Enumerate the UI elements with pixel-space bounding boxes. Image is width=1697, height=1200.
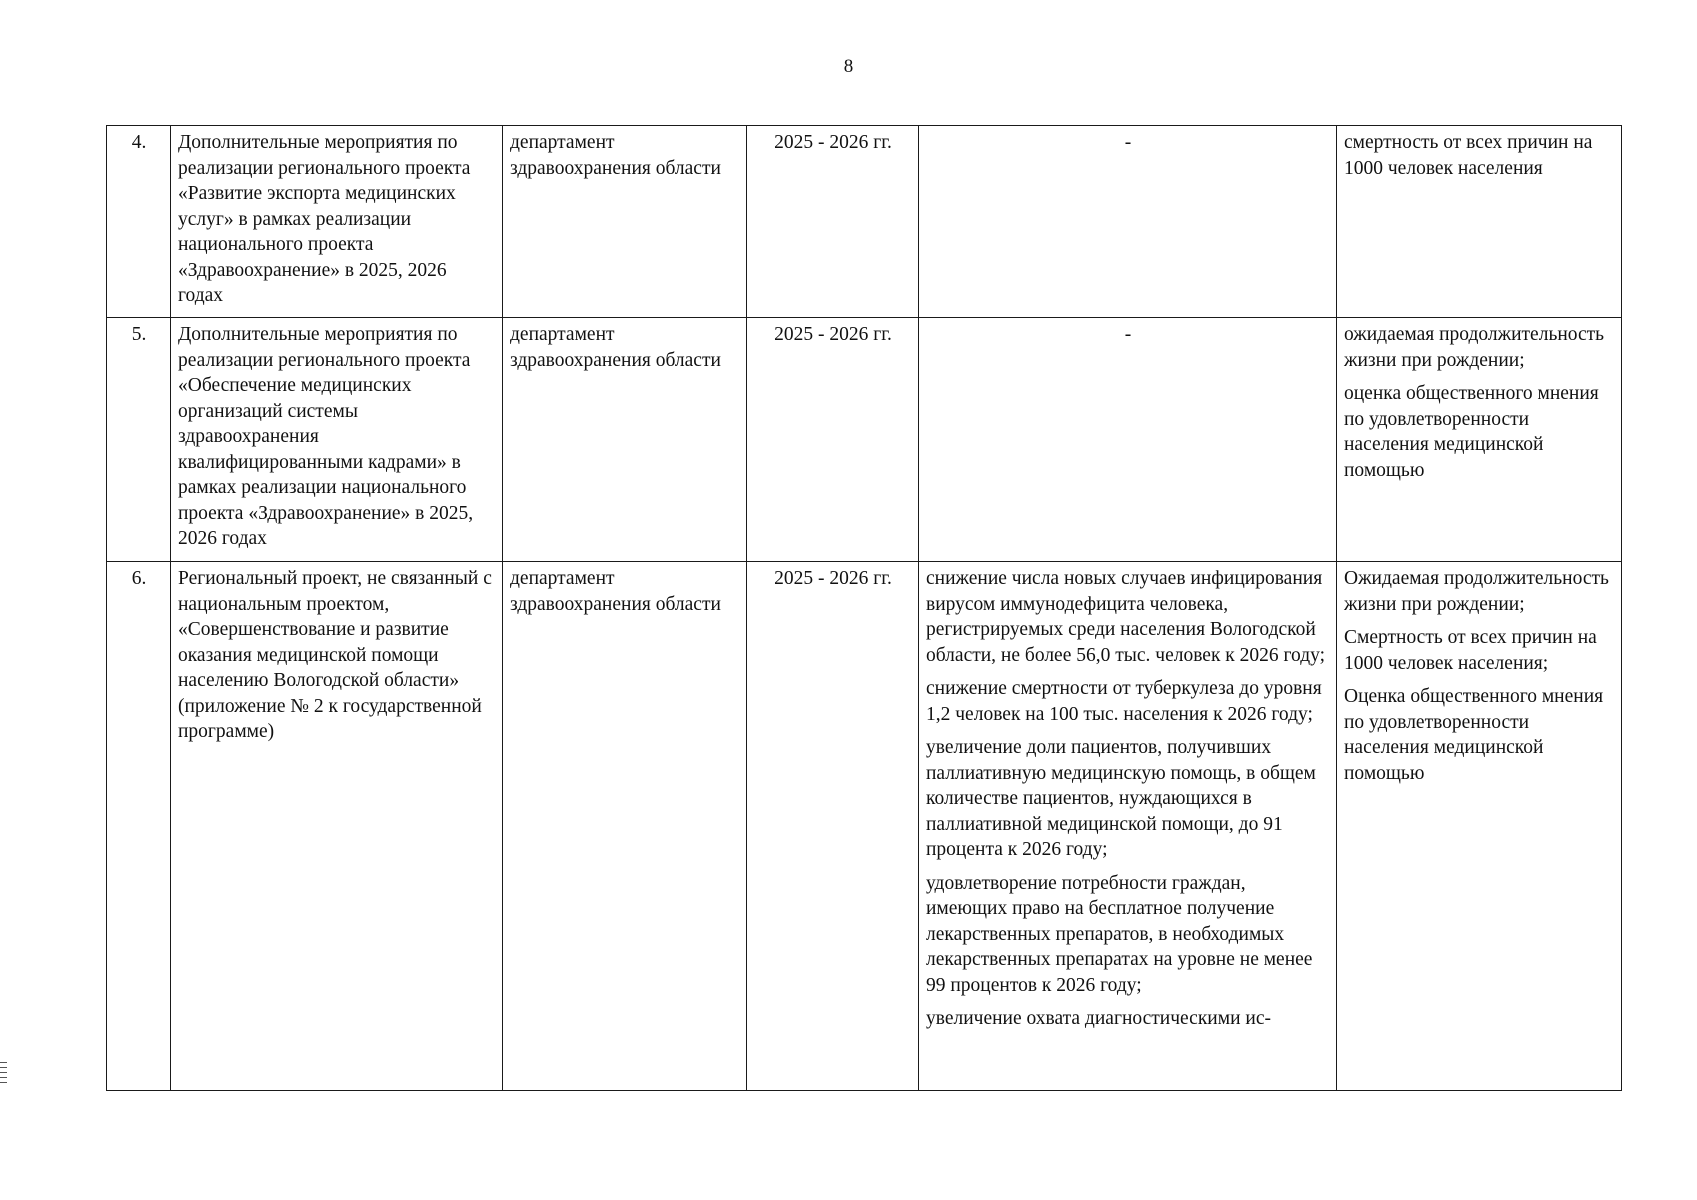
event-name-cell: Дополнительные мероприятия по реализации регионального проекта «Обеспечение медицинских организаций системы здравоохранения квалифицированными кадрами» в рамках реализации национального проекта «Здравоохранение» в 2025, 2026 годах bbox=[171, 318, 503, 562]
event-name-cell: Региональный проект, не связанный с национальным проектом, «Совершенствование и развитие оказания медицинской помощи населению Вологодской области» (приложение № 2 к государственной программе) bbox=[171, 562, 503, 1091]
row-number-cell: 6. bbox=[107, 562, 171, 1091]
period-cell: 2025 - 2026 гг. bbox=[747, 562, 919, 1091]
indicator-item: Смертность от всех причин на 1000 человек населения; bbox=[1344, 627, 1597, 674]
table-row bbox=[107, 562, 1622, 1091]
indicators-cell bbox=[1337, 562, 1622, 1091]
indicator-item: ожидаемая продолжительность жизни при рождении; bbox=[1344, 324, 1605, 371]
result-item: увеличение доли пациентов, получивших паллиативную медицинскую помощь, в общем количестве пациентов, нуждающихся в паллиативной медицинской помощи, до 91 процента к 2026 году; bbox=[926, 737, 1316, 860]
responsible-cell: департамент здравоохранения области bbox=[503, 126, 747, 318]
results-cell bbox=[919, 126, 1337, 318]
page-number: 8 bbox=[843, 56, 854, 77]
responsible-cell: департамент здравоохранения области bbox=[503, 562, 747, 1091]
indicator-item: Ожидаемая продолжительность жизни при рождении; bbox=[1344, 568, 1609, 615]
row-number-cell: 5. bbox=[107, 318, 171, 562]
table-row bbox=[107, 126, 1622, 318]
margin-marks bbox=[0, 1062, 8, 1087]
indicator-item: оценка общественного мнения по удовлетворенности населения медицинской помощью bbox=[1344, 383, 1599, 481]
result-item: увеличение охвата диагностическими ис- bbox=[926, 1008, 1271, 1029]
period-cell: 2025 - 2026 гг. bbox=[747, 318, 919, 562]
indicators-cell bbox=[1337, 318, 1622, 562]
program-table bbox=[106, 125, 1622, 1091]
period-cell: 2025 - 2026 гг. bbox=[747, 126, 919, 318]
result-item: удовлетворение потребности граждан, имеющих право на бесплатное получение лекарственных препаратов, в необходимых лекарственных препаратах на уровне не менее 99 процентов к 2026 году; bbox=[926, 872, 1313, 996]
result-item: снижение числа новых случаев инфицирования вирусом иммунодефицита человека, регистрируемых среди населения Вологодской области, не более 56,0 тыс. человек к 2026 году; bbox=[926, 568, 1326, 666]
responsible-cell: департамент здравоохранения области bbox=[503, 318, 747, 562]
results-cell bbox=[919, 318, 1337, 562]
table-row bbox=[107, 318, 1622, 562]
row-number-cell: 4. bbox=[107, 126, 171, 318]
result-item: снижение смертности от туберкулеза до уровня 1,2 человек на 100 тыс. населения к 2026 году; bbox=[926, 678, 1322, 725]
result-item: - bbox=[1124, 132, 1132, 153]
indicator-item: Оценка общественного мнения по удовлетворенности населения медицинской помощью bbox=[1344, 686, 1604, 784]
results-cell bbox=[919, 562, 1337, 1091]
result-item: - bbox=[1124, 324, 1132, 345]
event-name-cell: Дополнительные мероприятия по реализации регионального проекта «Развитие экспорта медицинских услуг» в рамках реализации национального проекта «Здравоохранение» в 2025, 2026 годах bbox=[171, 126, 503, 318]
indicator-item: смертность от всех причин на 1000 человек населения bbox=[1344, 132, 1593, 179]
indicators-cell bbox=[1337, 126, 1622, 318]
